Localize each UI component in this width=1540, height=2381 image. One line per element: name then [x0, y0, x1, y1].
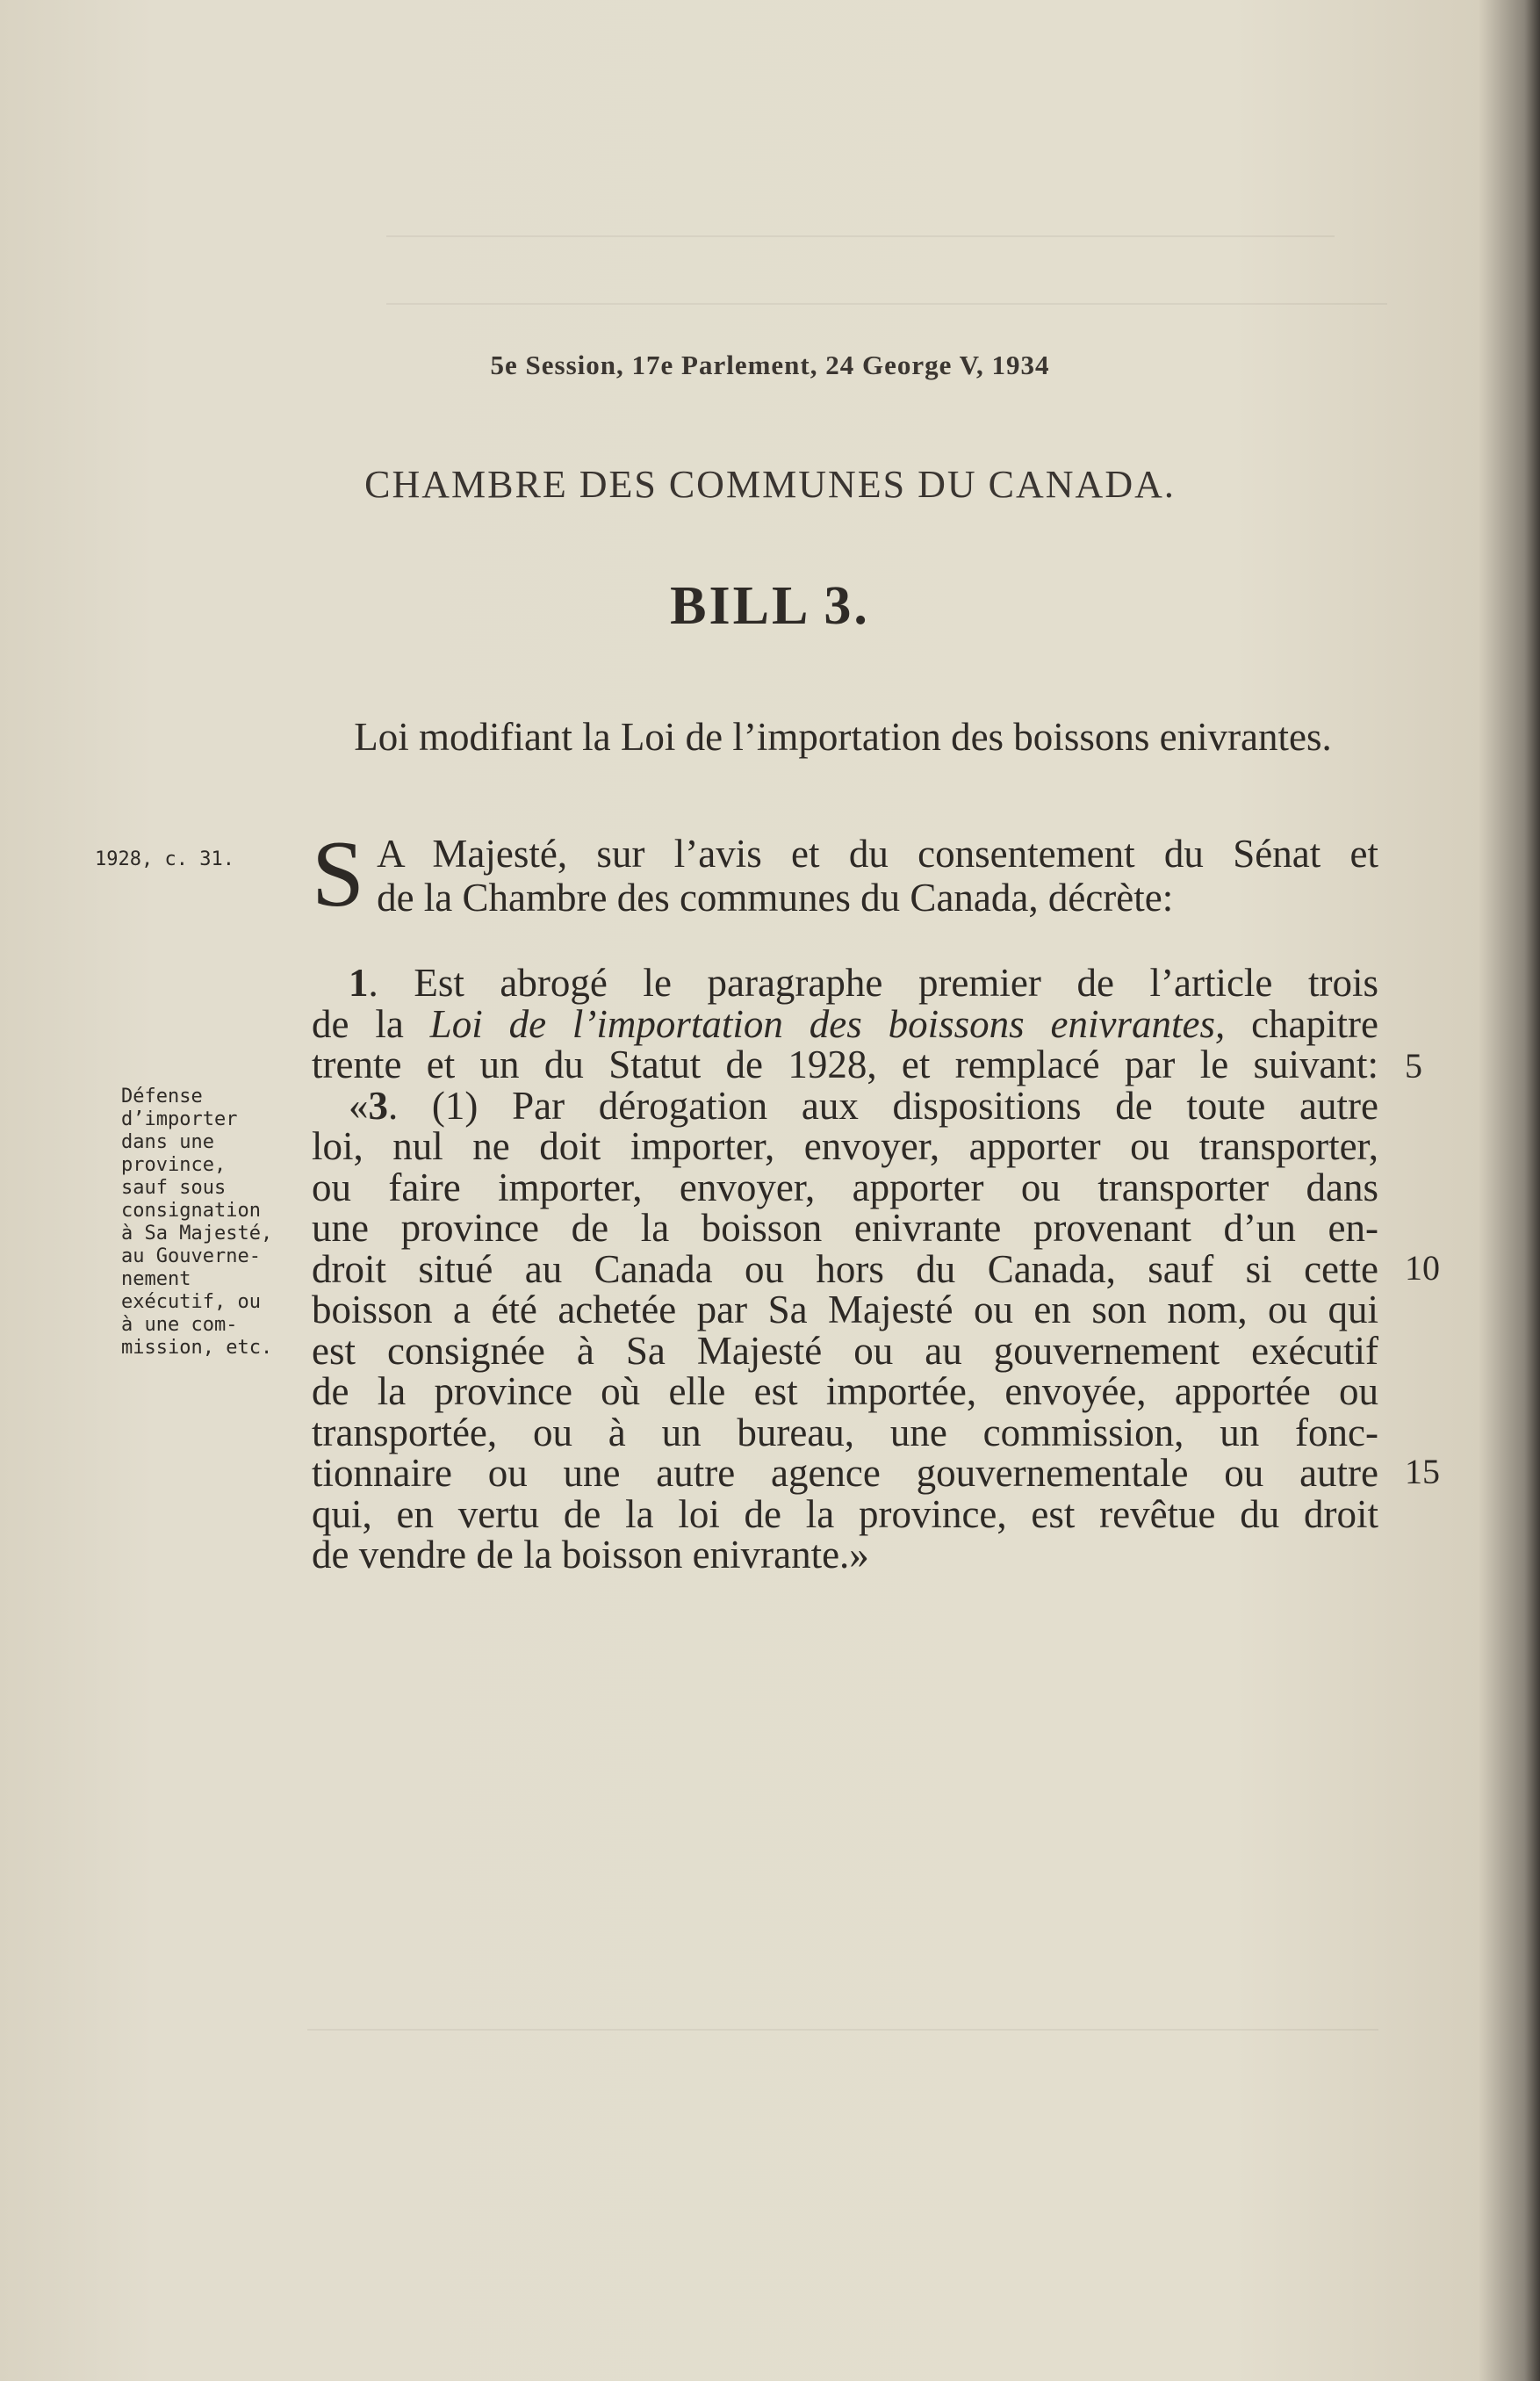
- line-number: 10: [1405, 1248, 1440, 1288]
- margin-note: [121, 1086, 297, 1360]
- section-number: 1: [349, 961, 369, 1005]
- section-line-text: . (1) Par dérogation aux dispositions de toute autre: [388, 1083, 1378, 1128]
- section-line-text: de la: [312, 1001, 430, 1046]
- preamble-line: A Majesté, sur l’avis et du consentement du Sénat et: [377, 832, 1378, 876]
- subsection-number: 3: [368, 1083, 388, 1128]
- preamble: [312, 822, 1378, 927]
- section-line: ou faire importer, envoyer, apporter ou transporter dans: [312, 1165, 1378, 1209]
- margin-note-line: Défense: [121, 1086, 203, 1108]
- margin-note-line: au Gouverne-: [121, 1245, 261, 1267]
- section-line-text: chapitre: [1225, 1001, 1378, 1046]
- section-line: [312, 1001, 1378, 1046]
- margin-note-line: exécutif, ou: [121, 1291, 261, 1313]
- section-line: une province de la boisson enivrante provenant d’un en-: [312, 1206, 1378, 1250]
- line-number: 15: [1405, 1452, 1440, 1491]
- bill-subtitle: Loi modifiant la Loi de l’importation des boissons enivrantes.: [354, 715, 1332, 759]
- preamble-line: de la Chambre des communes du Canada, décrète:: [377, 876, 1174, 920]
- margin-reference: 1928, c. 31.: [95, 848, 234, 870]
- bleed-through-line: [307, 2029, 1378, 2031]
- margin-note-line: sauf sous: [121, 1177, 227, 1199]
- line-number: 5: [1405, 1046, 1422, 1086]
- drop-cap: S: [312, 822, 365, 927]
- margin-note-line: à une com-: [121, 1314, 238, 1336]
- section-line: de la province où elle est importée, envoyée, apportée ou: [312, 1369, 1378, 1413]
- section-line: qui, en vertu de la loi de la province, est revêtue du droit: [312, 1491, 1378, 1536]
- margin-note-line: mission, etc.: [121, 1337, 273, 1359]
- act-title: Loi de l’importation des boissons enivrantes,: [429, 1001, 1226, 1046]
- margin-note-line: consignation: [121, 1200, 261, 1222]
- section-line: tionnaire ou une autre agence gouvernementale ou autre: [312, 1451, 1378, 1495]
- chamber-title: CHAMBRE DES COMMUNES DU CANADA.: [364, 463, 1176, 506]
- section-line: loi, nul ne doit importer, envoyer, apporter ou transporter,: [312, 1124, 1378, 1168]
- section-line: trente et un du Statut de 1928, et remplacé par le suivant:: [312, 1043, 1378, 1086]
- margin-note-line: d’importer: [121, 1108, 238, 1130]
- margin-note-line: à Sa Majesté,: [121, 1223, 273, 1245]
- bleed-through-line: [386, 235, 1335, 237]
- margin-note-line: nement: [121, 1268, 191, 1290]
- section-line: [312, 963, 1378, 1004]
- session-line: 5e Session, 17e Parlement, 24 George V, 1934: [490, 350, 1050, 380]
- section-line: boisson a été achetée par Sa Majesté ou en son nom, ou qui: [312, 1288, 1378, 1331]
- section-line: [312, 1083, 1378, 1128]
- section-line-text: . Est abrogé le paragraphe premier de l’article trois: [368, 961, 1378, 1005]
- section-line: droit situé au Canada ou hors du Canada, sauf si cette: [312, 1246, 1378, 1291]
- bill-number: BILL 3.: [670, 576, 870, 636]
- section-line: transportée, ou à un bureau, une commission, un fonc-: [312, 1410, 1378, 1454]
- margin-note-line: province,: [121, 1154, 227, 1176]
- section-line: est consignée à Sa Majesté ou au gouvernement exécutif: [312, 1328, 1378, 1373]
- bleed-through-line: [386, 303, 1387, 305]
- section-1: [312, 963, 1378, 1576]
- quote-open: «: [349, 1083, 369, 1128]
- section-line: de vendre de la boisson enivrante.»: [312, 1533, 869, 1577]
- margin-note-line: dans une: [121, 1131, 214, 1153]
